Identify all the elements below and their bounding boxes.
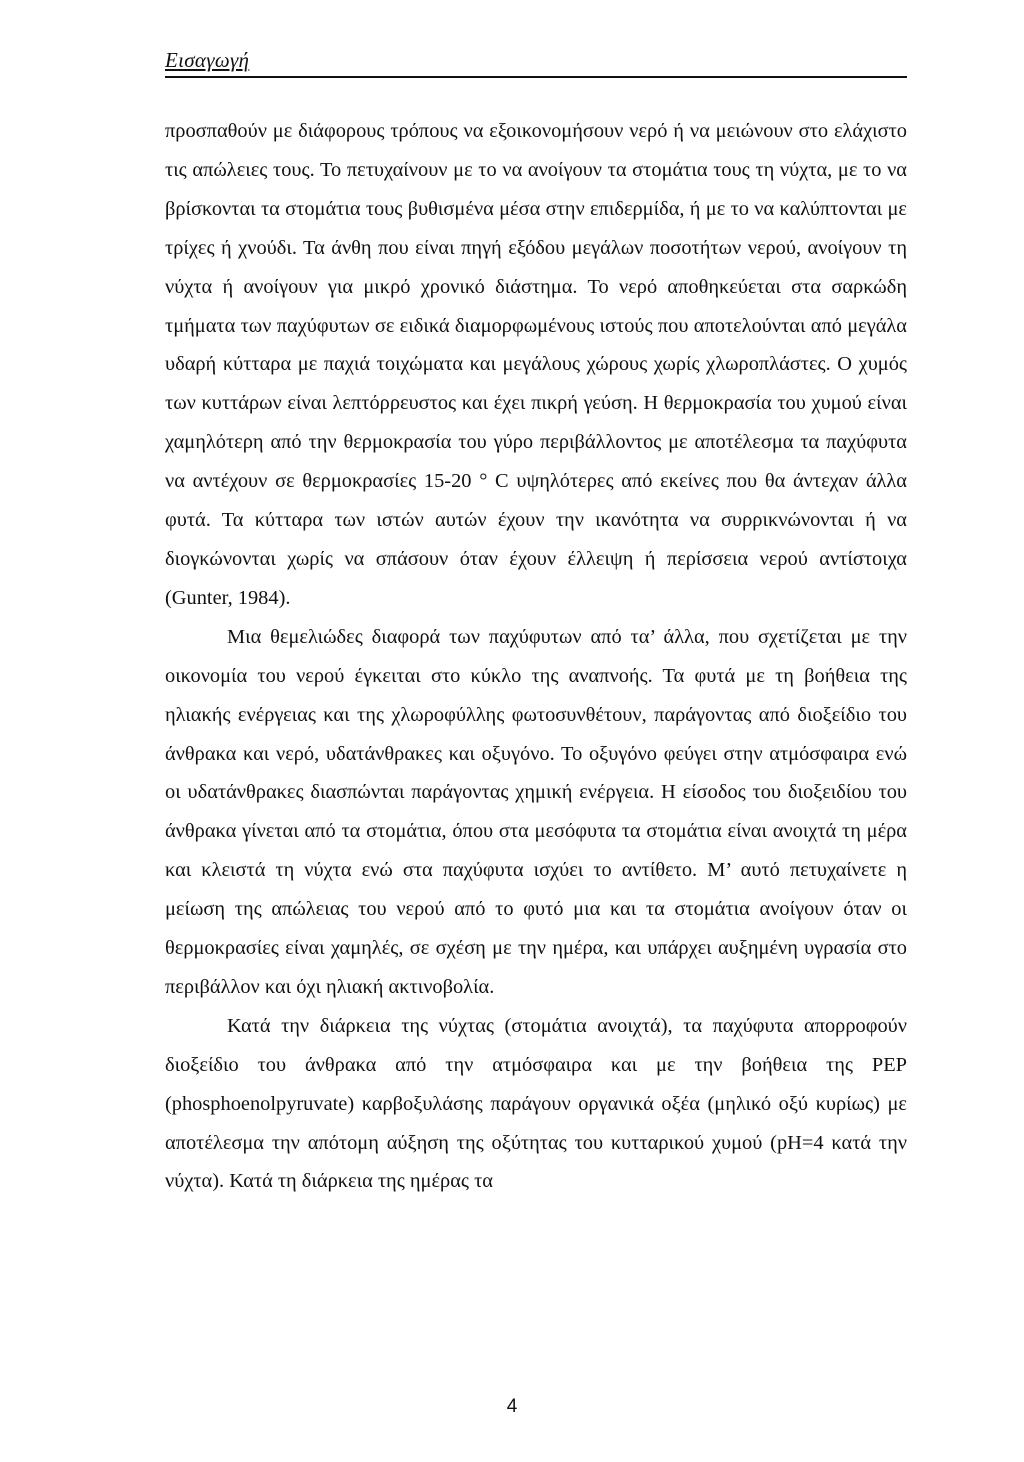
paragraph-1: προσπαθούν με διάφορους τρόπους να εξοικονομήσουν νερό ή να μειώνουν στο ελάχιστο τις απώλειες τους. Το πετυχαίνουν με το να ανοίγουν τα στομάτια τους τη νύχτα, με το να βρίσκονται τα στομάτια τους βυθισμένα μέσα στην επιδερμίδα, ή με το να καλύπτονται με τρίχες ή χνούδι. Τα άνθη που είναι πηγή εξόδου μεγάλων ποσοτήτων νερού, ανοίγουν τη νύχτα ή ανοίγουν για μικρό χρονικό διάστημα. Το νερό αποθηκεύεται στα σαρκώδη τμήματα των παχύφυτων σε ειδικά διαμορφωμένους ιστούς που αποτελούνται από μεγάλα υδαρή κύτταρα με παχιά τοιχώματα και μεγάλους χώρους χωρίς χλωροπλάστες. Ο χυμός των κυττάρων είναι λεπτόρρευστος και έχει πικρή γεύση. Η θερμοκρασία του χυμού είναι χαμηλότερη από την θερμοκρασία του γύρο περιβάλλοντος με αποτέλεσμα τα παχύφυτα να αντέχουν σε θερμοκρασίες 15-20 ° C υψηλότερες από εκείνες που θα άντεχαν άλλα φυτά. Τα κύτταρα των ιστών αυτών έχουν την ικανότητα να συρρικνώνονται ή να διογκώνονται χωρίς να σπάσουν όταν έχουν έλλειψη ή περίσσεια νερού αντίστοιχα (Gunter, 1984). <box>165 120 907 609</box>
paragraph-2: Μια θεμελιώδες διαφορά των παχύφυτων από τα’ άλλα, που σχετίζεται με την οικονομία του νερού έγκειται στο κύκλο της αναπνοής. Τα φυτά με τη βοήθεια της ηλιακής ενέργειας και της χλωροφύλλης φωτοσυνθέτουν, παράγοντας από διοξείδιο του άνθρακα και νερό, υδατάνθρακες και οξυγόνο. Το οξυγόνο φεύγει στην ατμόσφαιρα ενώ οι υδατάνθρακες διασπώνται παράγοντας χημική ενέργεια. Η είσοδος του διοξειδίου του άνθρακα γίνεται από τα στομάτια, όπου στα μεσόφυτα τα στομάτια είναι ανοιχτά τη μέρα και κλειστά τη νύχτα ενώ στα παχύφυτα ισχύει το αντίθετο. Μ’ αυτό πετυχαίνετε η μείωση της απώλειας του νερού από το φυτό μια και τα στομάτια ανοίγουν όταν οι θερμοκρασίες είναι χαμηλές, σε σχέση με την ημέρα, και υπάρχει αυξημένη υγρασία στο περιβάλλον και όχι ηλιακή ακτινοβολία. <box>165 625 907 998</box>
paragraph-3: Κατά την διάρκεια της νύχτας (στομάτια ανοιχτά), τα παχύφυτα απορροφούν διοξείδιο του άνθρακα από την ατμόσφαιρα και με την βοήθεια της PEP (phosphoenolpyruvate) καρβοξυλάσης παράγουν οργανικά οξέα (μηλικό οξύ κυρίως) με αποτέλεσμα την απότομη αύξηση της οξύτητας του κυτταρικού χυμού (pH=4 κατά την νύχτα). Κατά τη διάρκεια της ημέρας τα <box>165 1014 907 1193</box>
body-text <box>165 112 907 1201</box>
header-rule <box>165 76 907 78</box>
page-number: 4 <box>506 1396 518 1417</box>
running-header: Εισαγωγή <box>165 48 250 72</box>
